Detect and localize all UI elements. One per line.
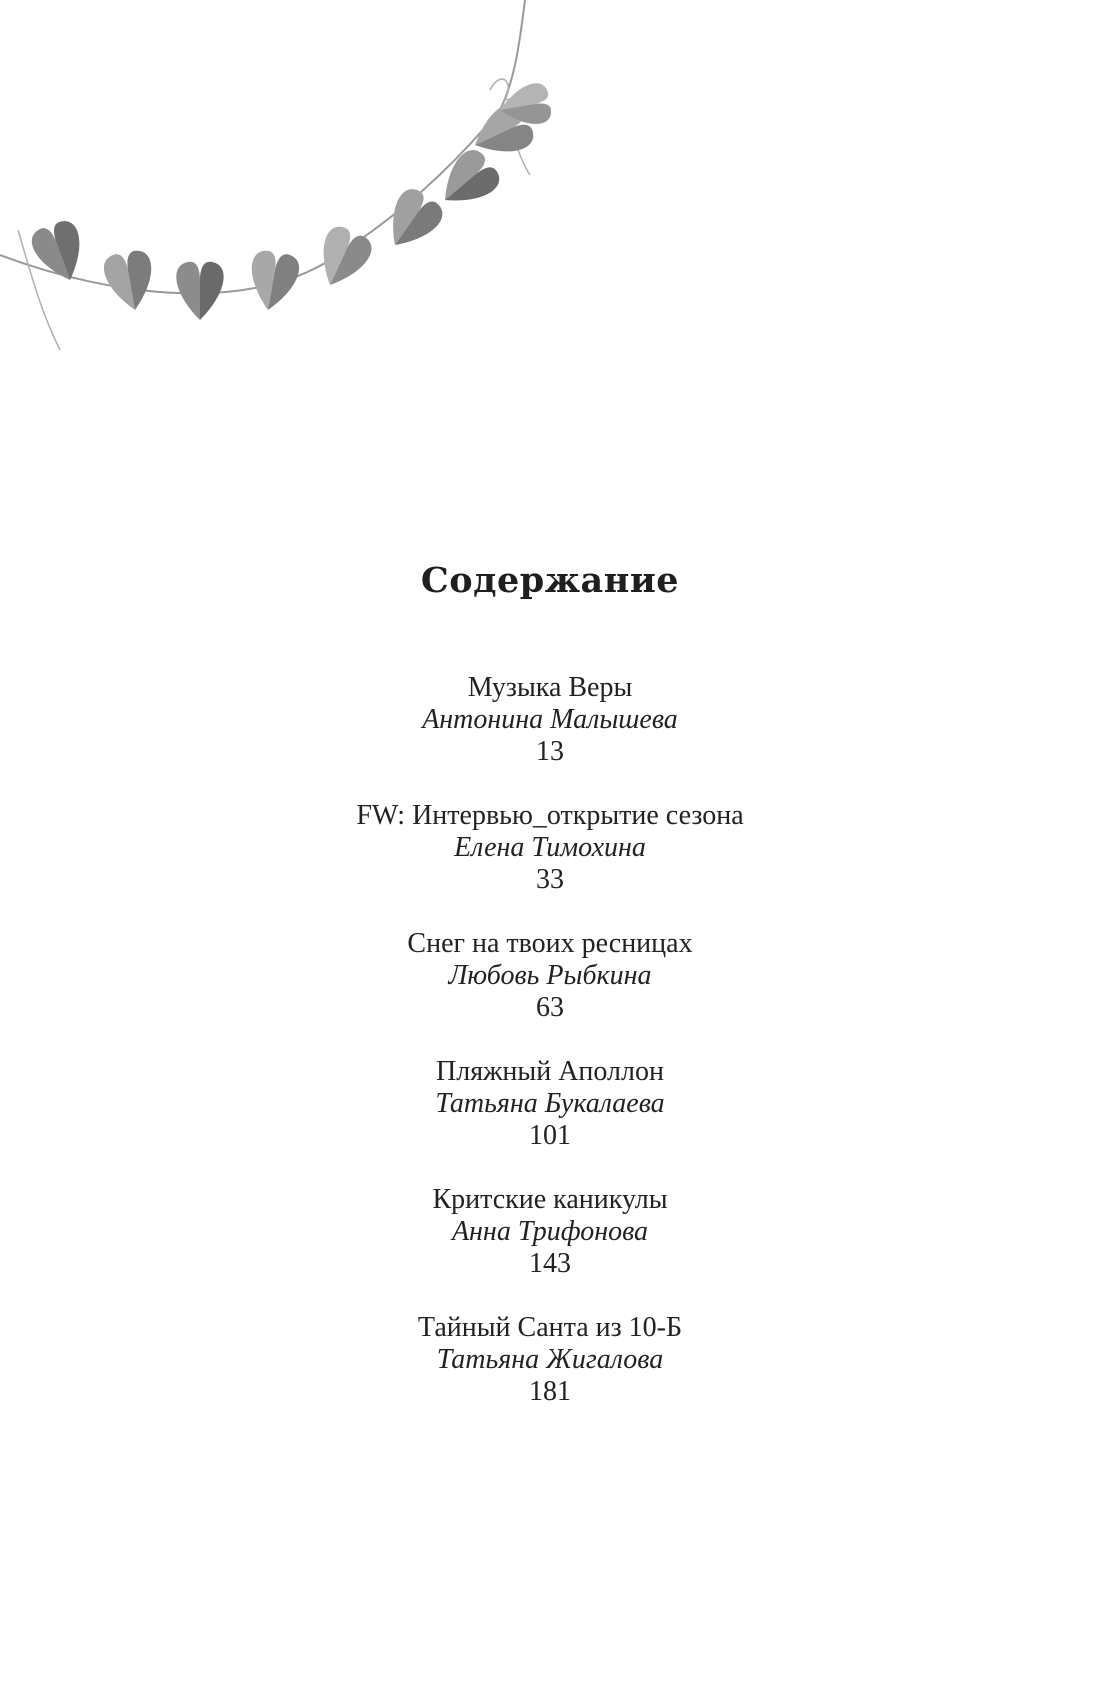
garland-heart-1 [28, 217, 92, 288]
entry-author: Любовь Рыбкина [448, 960, 652, 991]
entry-author: Антонина Малышева [422, 704, 678, 735]
toc-entry [0, 1056, 1100, 1184]
entry-author: Елена Тимохина [454, 832, 646, 863]
page-title: Содержание [420, 560, 680, 601]
toc-list [0, 672, 1100, 1440]
entry-page-number: 143 [529, 1248, 571, 1279]
heart-garland-decoration [0, 0, 560, 380]
entry-author: Татьяна Жигалова [436, 1344, 664, 1375]
entry-title: Музыка Веры [467, 672, 633, 703]
toc-entry [0, 928, 1100, 1056]
garland-heart-2 [102, 249, 159, 315]
entry-page-number: 181 [529, 1376, 571, 1407]
entry-page-number: 33 [536, 864, 564, 895]
entry-title: Критские каникулы [432, 1184, 668, 1215]
garland-heart-4 [245, 249, 302, 315]
garland-heart-7 [430, 144, 505, 218]
toc-entry [0, 1312, 1100, 1440]
toc-entry [0, 1184, 1100, 1312]
entry-page-number: 13 [536, 736, 564, 767]
entry-title: Тайный Санта из 10-Б [417, 1312, 683, 1343]
garland-heart-3 [176, 262, 223, 320]
entry-page-number: 63 [536, 992, 564, 1023]
toc-entry [0, 672, 1100, 800]
entry-page-number: 101 [529, 1120, 571, 1151]
entry-author: Анна Трифонова [451, 1216, 649, 1247]
entry-title: Снег на твоих ресницах [407, 928, 693, 959]
toc-entry [0, 800, 1100, 928]
entry-title: FW: Интервью_открытие сезона [356, 800, 744, 831]
entry-author: Татьяна Букалаева [435, 1088, 665, 1119]
garland-heart-5 [309, 222, 376, 295]
entry-title: Пляжный Аполлон [436, 1056, 664, 1087]
